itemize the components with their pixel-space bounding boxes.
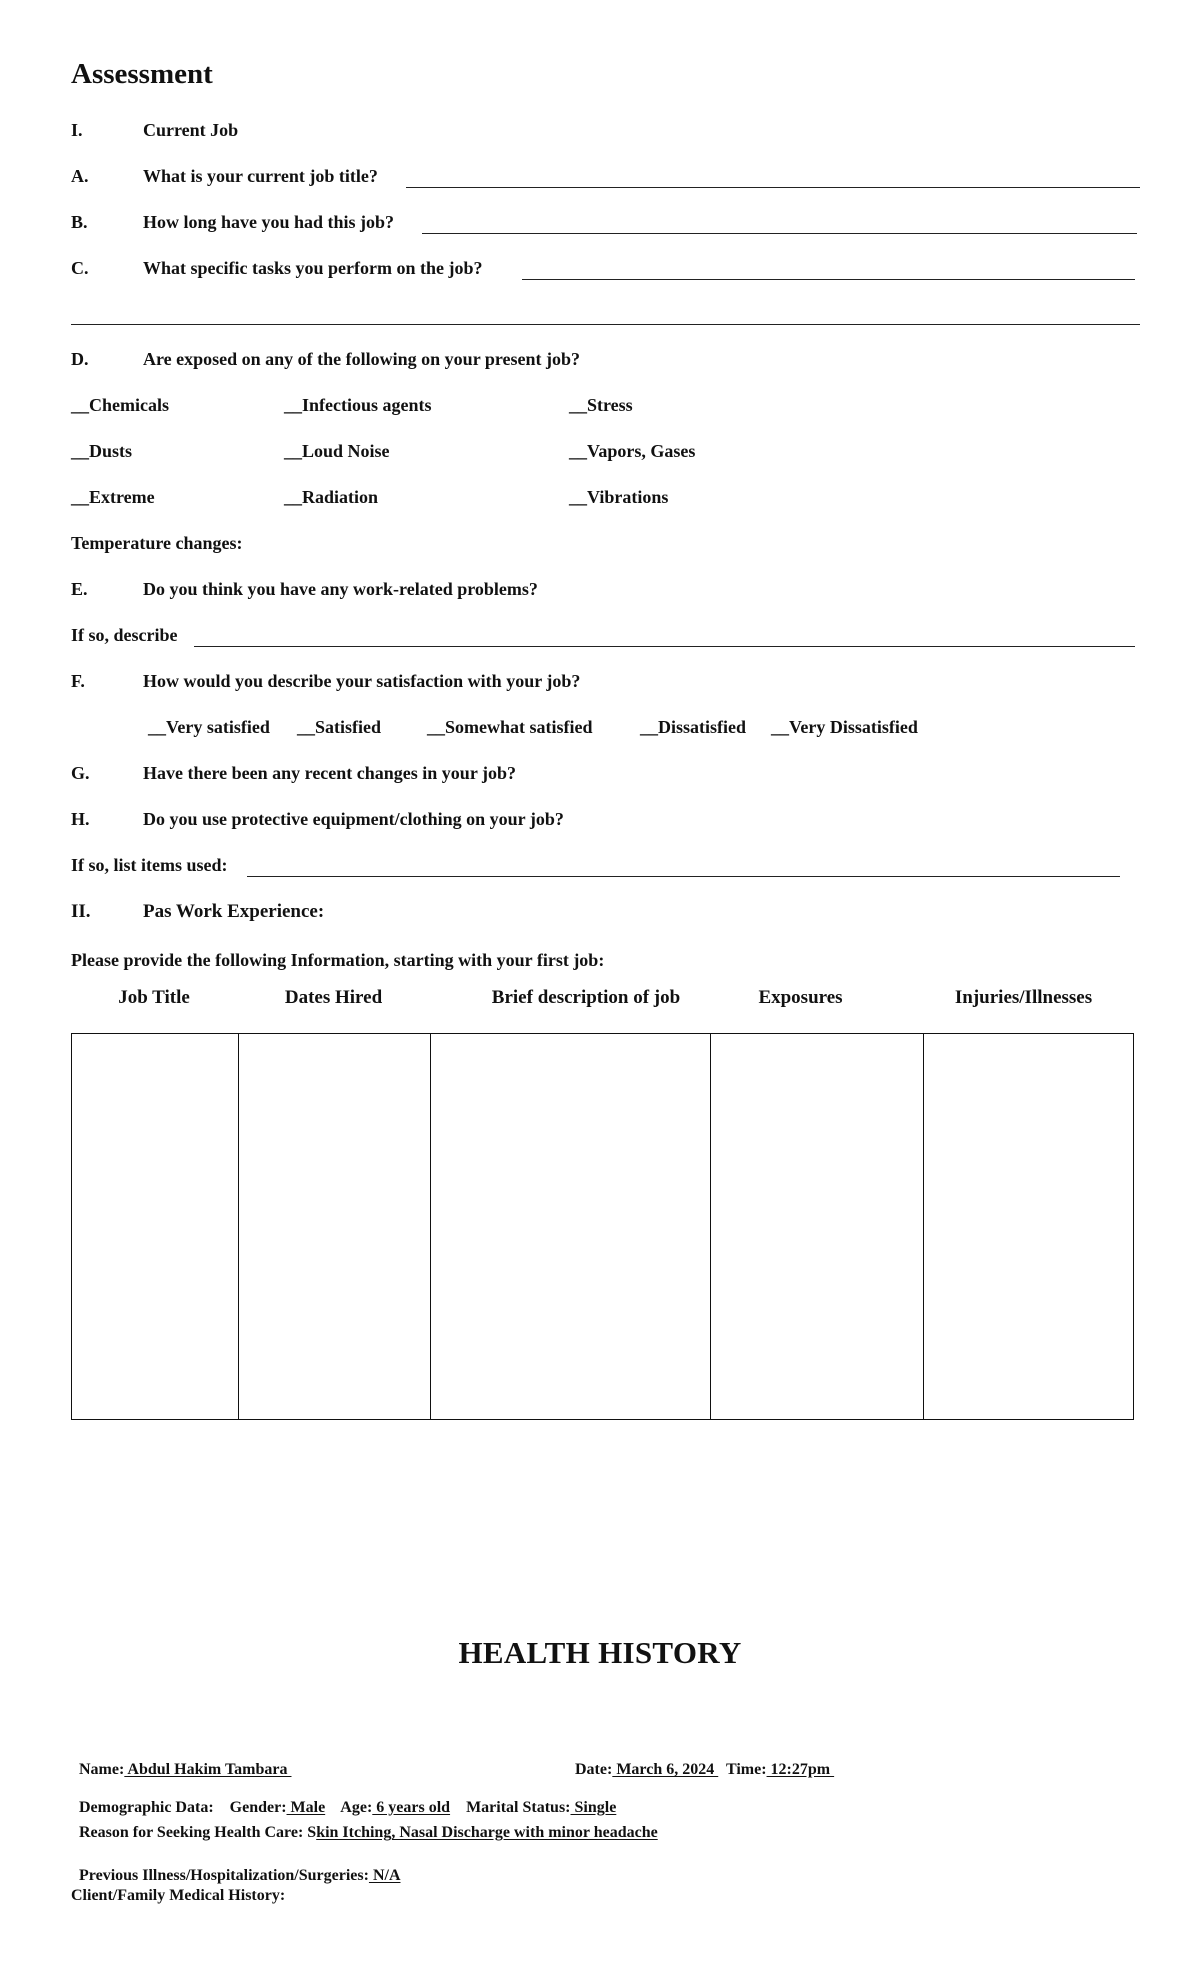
exposure-infectious-option[interactable]: __Infectious agents: [284, 395, 432, 415]
exposure-chemicals-option[interactable]: __Chemicals: [71, 395, 169, 415]
name-value: Abdul Hakim Tambara: [124, 1761, 292, 1778]
header-job-title: Job Title: [118, 987, 190, 1008]
table-column-divider: [710, 1034, 711, 1419]
question-f-text: How would you describe your satisfaction with your job?: [143, 671, 581, 691]
gender-value: Male: [286, 1799, 326, 1816]
marital-label: Marital Status:: [466, 1799, 571, 1816]
age-label: Age:: [340, 1799, 373, 1816]
satisfied-option[interactable]: __Satisfied: [297, 717, 382, 737]
age-value: 6 years old: [372, 1799, 451, 1816]
exposure-stress-option[interactable]: __Stress: [569, 395, 633, 415]
exposure-radiation-option[interactable]: __Radiation: [284, 487, 379, 507]
time-value: 12:27pm: [766, 1761, 835, 1778]
assessment-title: Assessment: [71, 58, 213, 90]
question-h-letter: H.: [71, 809, 90, 829]
section-1-label: Current Job: [143, 120, 239, 140]
job-tasks-answer-line-2[interactable]: [71, 324, 1140, 325]
date-time-row: [567, 1743, 834, 1779]
previous-illness-row: [71, 1849, 401, 1885]
header-exposures: Exposures: [758, 987, 843, 1008]
work-history-table: [71, 1033, 1134, 1420]
name-row: [71, 1743, 291, 1779]
section-2-label: Pas Work Experience:: [143, 901, 325, 922]
marital-value: Single: [570, 1799, 617, 1816]
describe-label: If so, describe: [71, 625, 178, 645]
header-injuries: Injuries/Illnesses: [954, 987, 1093, 1008]
protective-items-label: If so, list items used:: [71, 855, 228, 875]
job-duration-answer-line[interactable]: [422, 233, 1137, 234]
exposure-dusts-option[interactable]: __Dusts: [71, 441, 133, 461]
question-a-letter: A.: [71, 166, 89, 186]
demographic-label: Demographic Data:: [79, 1799, 214, 1816]
question-g-letter: G.: [71, 763, 90, 783]
date-value: March 6, 2024: [612, 1761, 719, 1778]
exposure-vibrations-option[interactable]: __Vibrations: [569, 487, 669, 507]
family-history-label: Client/Family Medical History:: [71, 1887, 286, 1904]
dissatisfied-option[interactable]: __Dissatisfied: [640, 717, 747, 737]
question-c-text: What specific tasks you perform on the job?: [143, 258, 483, 278]
protective-items-answer-line[interactable]: [247, 876, 1120, 877]
gender-label: Gender:: [229, 1799, 287, 1816]
question-b-letter: B.: [71, 212, 88, 232]
question-c-letter: C.: [71, 258, 89, 278]
table-column-divider: [430, 1034, 431, 1419]
job-tasks-answer-line[interactable]: [522, 279, 1135, 280]
header-job-description: Brief description of job: [491, 987, 681, 1008]
question-e-letter: E.: [71, 579, 88, 599]
header-dates-hired: Dates Hired: [284, 987, 383, 1008]
reason-row: [71, 1806, 658, 1842]
exposure-extreme-option[interactable]: __Extreme: [71, 487, 155, 507]
question-a-text: What is your current job title?: [143, 166, 378, 186]
date-label: Date:: [575, 1761, 613, 1778]
very-dissatisfied-option[interactable]: __Very Dissatisfied: [771, 717, 918, 737]
section-2-number: II.: [71, 901, 91, 922]
table-column-divider: [238, 1034, 239, 1419]
section-1-number: I.: [71, 120, 83, 140]
name-label: Name:: [79, 1761, 125, 1778]
question-e-text: Do you think you have any work-related problems?: [143, 579, 538, 599]
reason-label: Reason for Seeking Health Care: S: [79, 1824, 317, 1841]
very-satisfied-option[interactable]: __Very satisfied: [148, 717, 270, 737]
work-problems-answer-line[interactable]: [194, 646, 1135, 647]
question-d-text: Are exposed on any of the following on your present job?: [143, 349, 581, 369]
job-title-answer-line[interactable]: [406, 187, 1140, 188]
exposure-vapors-option[interactable]: __Vapors, Gases: [569, 441, 696, 461]
reason-value: kin Itching, Nasal Discharge with minor headache: [316, 1824, 658, 1841]
somewhat-satisfied-option[interactable]: __Somewhat satisfied: [427, 717, 593, 737]
health-history-title: HEALTH HISTORY: [458, 1635, 742, 1670]
previous-illness-label: Previous Illness/Hospitalization/Surgeries:: [79, 1867, 369, 1884]
previous-illness-value: N/A: [368, 1867, 401, 1884]
question-g-text: Have there been any recent changes in your job?: [143, 763, 516, 783]
question-f-letter: F.: [71, 671, 85, 691]
exposure-loud-noise-option[interactable]: __Loud Noise: [284, 441, 390, 461]
time-label: Time:: [725, 1761, 767, 1778]
table-column-divider: [923, 1034, 924, 1419]
temperature-changes-label: Temperature changes:: [71, 533, 243, 553]
question-d-letter: D.: [71, 349, 89, 369]
question-b-text: How long have you had this job?: [143, 212, 395, 232]
work-history-instructions: Please provide the following Information, starting with your first job:: [71, 950, 605, 970]
question-h-text: Do you use protective equipment/clothing on your job?: [143, 809, 564, 829]
